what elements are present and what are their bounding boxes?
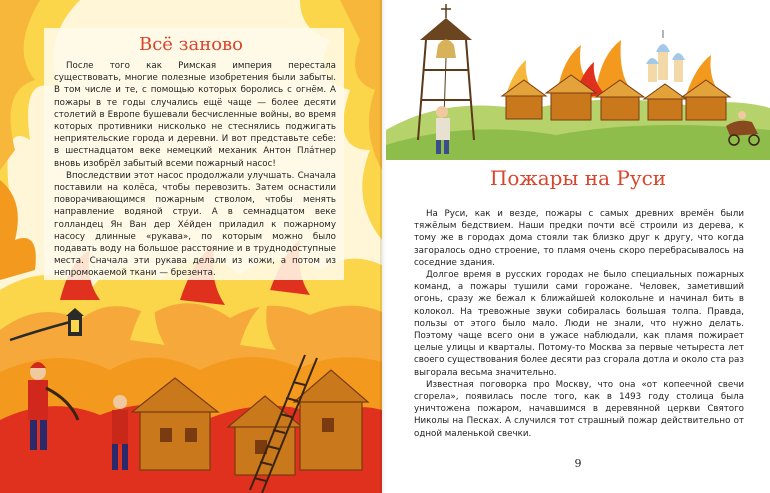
right-page xyxy=(386,0,770,493)
right-page-heading: Пожары на Руси xyxy=(489,166,667,190)
paragraph: На Руси, как и везде, пожары с самых древних времён были тяжёлым бедствием. Наши предки почти всё строили из дерева, к тому же в городах дома стояли так близко друг к другу, что когда загоралось одно строение, то пламя очень скоро перебрасывалось на соседние здания. xyxy=(414,209,744,268)
paragraph: Впоследствии этот насос продолжали улучшать. Сначала поставили на колёса, чтобы перевозить. Затем оснастили поворачивающимся пожарным стволом, чтобы менять направление водяной струи. А в семнадцатом веке голландец Ян Ван дер Хéйден приладил к пожарному насосу длинные «рукава», по которым можно было подавать воду на большое расстояние и в труднодоступные места. Сначала эти рукава делали из кожи, а потом из непромокаемой ткани — брезента. xyxy=(54,170,336,279)
right-page-body xyxy=(414,208,744,440)
paragraph: После того как Римская империя перестала существовать, многие полезные изобретения были забыты. В том числе и те, с помощью которых боролись с огнём. А пожары в те годы случались ещё чаще — более десяти столетий в Европе бушевали бесчисленные войны, во время которых противники нисколько не стеснялись поджигать неприятельские города и деревни. И вот представьте себе: в шестнадцатом веке немецкий механик Антон Плáтнер вновь изобрёл забытый всеми пожарный насос! xyxy=(54,61,336,169)
page-number: 9 xyxy=(574,457,582,470)
left-page-body xyxy=(54,60,336,280)
paragraph: Известная поговорка про Москву, что она «от копеечной свечи сгорела», появилась после того, как в 1493 году столица была уничтожена пожаром, начавшимся в деревянной церкви Святого Николы на Песках. А случился тот страшный пожар действительно от одной маленькой свечки. xyxy=(414,379,744,439)
burning-village-illustration xyxy=(386,0,770,160)
paragraph: Долгое время в русских городах не было специальных пожарных команд, а пожары тушили сами горожане. Человек, заметивший огонь, сразу же бежал к ближайшей колокольне и начинал бить в колокол. На тревожные звуки собиралась большая толпа. Правда, пользы от этого было мало. Люди не знали, что нужно делать. Поэтому чаще всего они в ужасе наблюдали, как пламя пожирает целые улицы и кварталы. Потому-то Москва за первые четыреста лет своего существования более десяти раз сгорала дотла и около ста раз выгорала весьма значительно. xyxy=(414,270,744,378)
left-page xyxy=(0,0,382,493)
left-page-heading: Всё заново xyxy=(138,34,244,55)
